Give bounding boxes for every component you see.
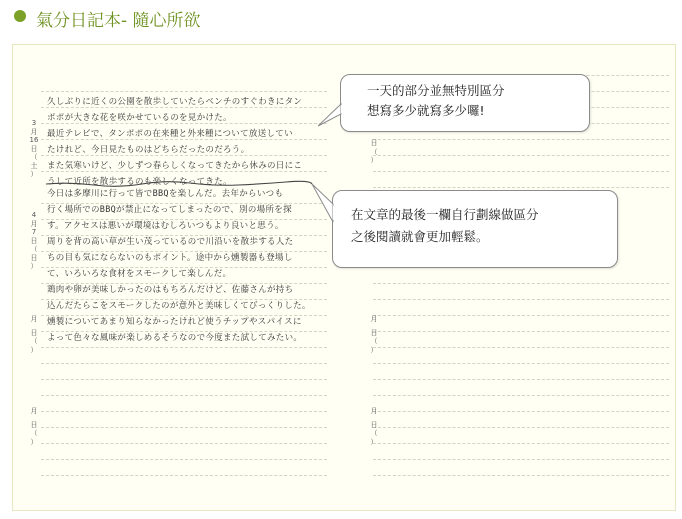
left-column: 3 月 16 日 （ 土 ） 久しぶりに近くの公園を散歩していたらベンチのすぐわきにタン ポポが大きな花を咲かせているのを見かけた。 最近テレビで、タンポポの在来種と外来種について放送してい たけれど、今日見たものはどちらだったのだろう。 また気寒いけど、少しずつ春らしくなってきたから休みの日にこ うして近所を散歩するのも楽しくなってきた。 4 月 7 日 （ 日 ） 今日は多摩川に行って皆でBBQを楽しんだ。去年からいつも 行く場所でのBBQが禁止になってしまったので、別の場所を探 す。アクセスは悪いが環境はむしろいつもより良いと思う。 周りを背の高い草が生い茂っているので川沿いを散歩する人た ちの目も気にならないのもポイント。途中から燻製器も登場し て、いろいろな食材をスモークして楽しんだ。 鶏肉や卵が美味しかったのはもちろんだけど、佐藤さんが持ち 込んだたらこをスモークしたのが意外と美味しくてびっくりした。 燻製についてあまり知らなかったけれど使うチップやスパイスに よって色々な風味が楽しめるそうなので今度また試してみたい。 月 日 （ ） 月 日 （ ） [13,45,333,510]
callout-top [340,74,590,132]
blank-date-marker: 月 日 （ ） [30,315,38,354]
callout-bottom-line-1: 在文章的最後一欄自行劃線做區分 [351,207,539,222]
blank-date-marker: 月 日 （ ） [30,407,38,446]
callout-top-line-1: 一天的部分並無特別區分 [367,83,505,98]
blank-date-marker: 月 日 （ ） [370,315,378,354]
blank-date-marker: 日 （ ） [370,139,378,164]
callout-bottom [332,190,618,268]
entry-date-april-7: 4 月 7 日 （ 日 ） [30,211,38,270]
page-title: 氣分日記本- 隨心所欲 [36,11,201,31]
callout-bottom-line-2: 之後閱讀就會更加輕鬆。 [351,229,489,244]
entry-date-march-16: 3 月 16 日 （ 土 ） [29,119,39,178]
page-header [0,0,682,34]
blank-date-marker: 月 日 （ ） [370,407,378,446]
callout-top-line-2: 想寫多少就寫多少囉! [367,103,485,118]
bullet-dot-icon [14,10,26,22]
